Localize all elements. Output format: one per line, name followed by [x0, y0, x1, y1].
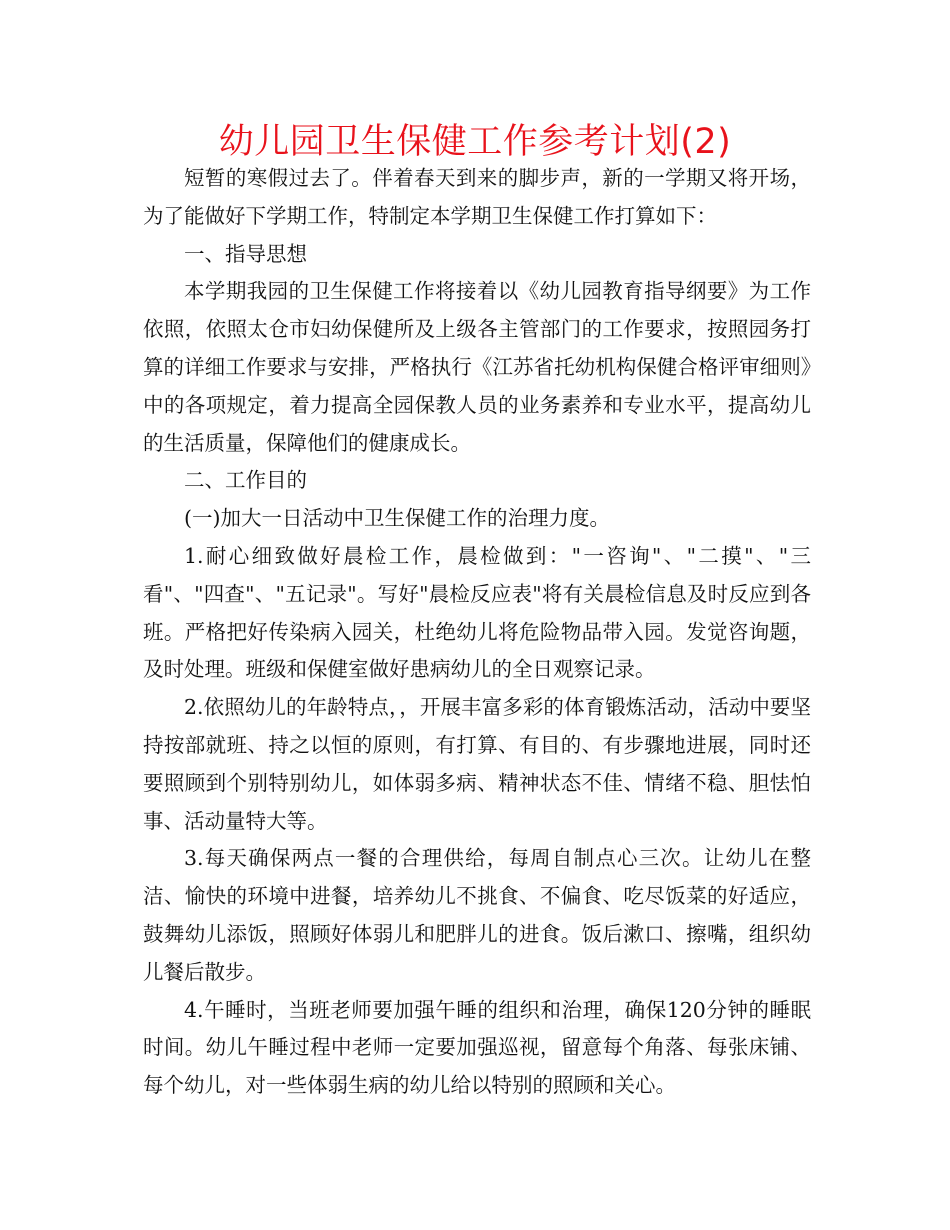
page-title: 幼儿园卫生保健工作参考计划(2) — [218, 122, 732, 162]
subsection-heading-daily-activities: (一)加大一日活动中卫生保健工作的治理力度。 — [184, 506, 610, 531]
section-heading-guiding-ideas: 一、指导思想 — [184, 241, 307, 266]
paragraph-item-4-nap: 4.午睡时，当班老师要加强午睡的组织和治理，确保120分钟的睡眠时间。幼儿午睡过程中老师一定要加强巡视，留意每个角落、每张床铺、每个幼儿，对一些体弱生病的幼儿给以特别的照顾和关心。 — [143, 997, 811, 1098]
paragraph-item-2-physical-activity: 2.依照幼儿的年龄特点，，开展丰富多彩的体育锻炼活动，活动中要坚持按部就班、持之以恒的原则，有打算、有目的、有步骤地进展，同时还要照顾到个别特别幼儿，如体弱多病、精神状态不佳、情绪不稳、胆怯怕事、活动量特大等。 — [143, 695, 811, 833]
document-body — [143, 160, 811, 1105]
paragraph-intro: 短暂的寒假过去了。伴着春天到来的脚步声，新的一学期又将开场，为了能做好下学期工作，特制定本学期卫生保健工作打算如下： — [143, 166, 811, 228]
paragraph-item-3-meals: 3.每天确保两点一餐的合理供给，每周自制点心三次。让幼儿在整洁、愉快的环境中进餐，培养幼儿不挑食、不偏食、吃尽饭菜的好适应，鼓舞幼儿添饭，照顾好体弱儿和肥胖儿的进食。饭后漱口、擦嘴，组织幼儿餐后散步。 — [143, 846, 811, 984]
paragraph-guiding-ideas: 本学期我园的卫生保健工作将接着以《幼儿园教育指导纲要》为工作依照，依照太仓市妇幼保健所及上级各主管部门的工作要求，按照园务打算的详细工作要求与安排，严格执行《江苏省托幼机构保健合格评审细则》中的各项规定，着力提高全园保教人员的业务素养和专业水平，提高幼儿的生活质量，保障他们的健康成长。 — [143, 279, 811, 455]
section-heading-work-goals: 二、工作目的 — [184, 468, 307, 493]
paragraph-item-1-morning-check: 1.耐心细致做好晨检工作，晨检做到："一咨询"、"二摸"、"三看"、"四查"、"五记录"。写好"晨检反应表"将有关晨检信息及时反应到各班。严格把好传染病入园关，杜绝幼儿将危险物品带入园。发觉咨询题，及时处理。班级和保健室做好患病幼儿的全日观察记录。 — [143, 543, 811, 682]
